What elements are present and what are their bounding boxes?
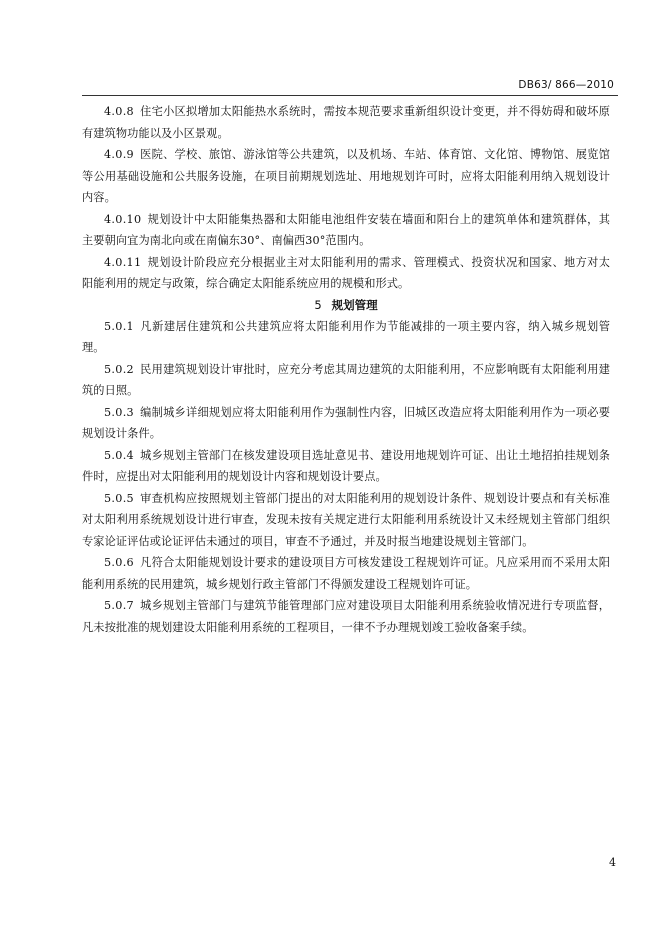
clause-number: 4.0.9	[104, 148, 134, 161]
clause-text: 城乡规划主管部门在核发建设项目选址意见书、建设用地规划许可证、出让土地招拍挂规划条件时，应提出对太阳能利用的规划设计内容和规划设计要点。	[82, 448, 610, 483]
clause-number: 5.0.2	[104, 362, 134, 376]
clause-text: 民用建筑规划设计审批时，应充分考虑其周边建筑的太阳能利用，不应影响既有太阳能利用建筑的日照。	[82, 362, 610, 397]
clause-4-0-11	[82, 252, 610, 295]
clause-number: 4.0.10	[104, 212, 142, 226]
header-rule	[82, 95, 618, 96]
clause-text: 城乡规划主管部门与建筑节能管理部门应对建设项目太阳能利用系统验收情况进行专项监督，凡未按批准的规划建设太阳能利用系统的工程项目，一律不予办理规划竣工验收备案手续。	[82, 599, 610, 634]
clause-text: 凡新建居住建筑和公共建筑应将太阳能利用作为节能减排的一项主要内容，纳入城乡规划管理。	[82, 319, 610, 354]
section-title: 规划管理	[331, 297, 378, 312]
clause-text: 规划设计阶段应充分根据业主对太阳能利用的需求、管理模式、投资状况和国家、地方对太阳能利用的规定与政策，综合确定太阳能系统应用的规模和形式。	[82, 255, 610, 290]
clause-5-0-6	[82, 552, 610, 595]
clause-number: 5.0.4	[104, 448, 134, 462]
clause-number: 5.0.6	[104, 556, 134, 569]
clause-4-0-8	[82, 101, 610, 144]
clause-number: 5.0.5	[104, 491, 134, 505]
section-number: 5	[314, 297, 322, 312]
clause-number: 5.0.7	[104, 599, 134, 612]
clause-text: 住宅小区拟增加太阳能热水系统时，需按本规范要求重新组织设计变更，并不得妨碍和破坏原有建筑物功能以及小区景观。	[82, 105, 610, 140]
clause-4-0-9	[82, 144, 610, 209]
clause-5-0-2	[82, 359, 610, 402]
clause-number: 5.0.3	[104, 405, 134, 419]
clause-text: 规划设计中太阳能集热器和太阳能电池组件安装在墙面和阳台上的建筑单体和建筑群体，其主要朝向宜为南北向或在南偏东30°、南偏西30°范围内。	[82, 212, 610, 247]
header-code: DB63/ 866—2010	[518, 79, 614, 91]
clause-number: 4.0.8	[104, 105, 134, 118]
document-body	[82, 101, 610, 638]
clause-text: 医院、学校、旅馆、游泳馆等公共建筑，以及机场、车站、体育馆、文化馆、博物馆、展览馆等公用基础设施和公共服务设施，在项目前期规划选址、用地规划许可时，应将太阳能利用纳入规划设计内容。	[82, 148, 610, 204]
clause-text: 编制城乡详细规划应将太阳能利用作为强制性内容，旧城区改造应将太阳能利用作为一项必要规划设计条件。	[82, 405, 610, 440]
clause-5-0-4	[82, 445, 610, 488]
clause-text: 凡符合太阳能规划设计要求的建设项目方可核发建设工程规划许可证。凡应采用而不采用太阳能利用系统的民用建筑，城乡规划行政主管部门不得颁发建设工程规划许可证。	[82, 556, 610, 591]
clause-number: 5.0.1	[104, 319, 134, 333]
clause-5-0-5	[82, 488, 610, 553]
clause-5-0-3	[82, 402, 610, 445]
clause-number: 4.0.11	[104, 255, 142, 269]
page-number: 4	[609, 856, 616, 869]
clause-text: 审查机构应按照规划主管部门提出的对太阳能利用的规划设计条件、规划设计要点和有关标准对太阳利用系统规划设计进行审查，发现未按有关规定进行太阳能利用系统设计又未经规划主管部门组织专家论证评估或论证评估未通过的项目，审查不予通过，并及时报当地建设规划主管部门。	[82, 491, 610, 548]
clause-4-0-10	[82, 209, 610, 252]
section-heading	[82, 295, 610, 316]
clause-5-0-7	[82, 595, 610, 638]
clause-5-0-1	[82, 316, 610, 359]
